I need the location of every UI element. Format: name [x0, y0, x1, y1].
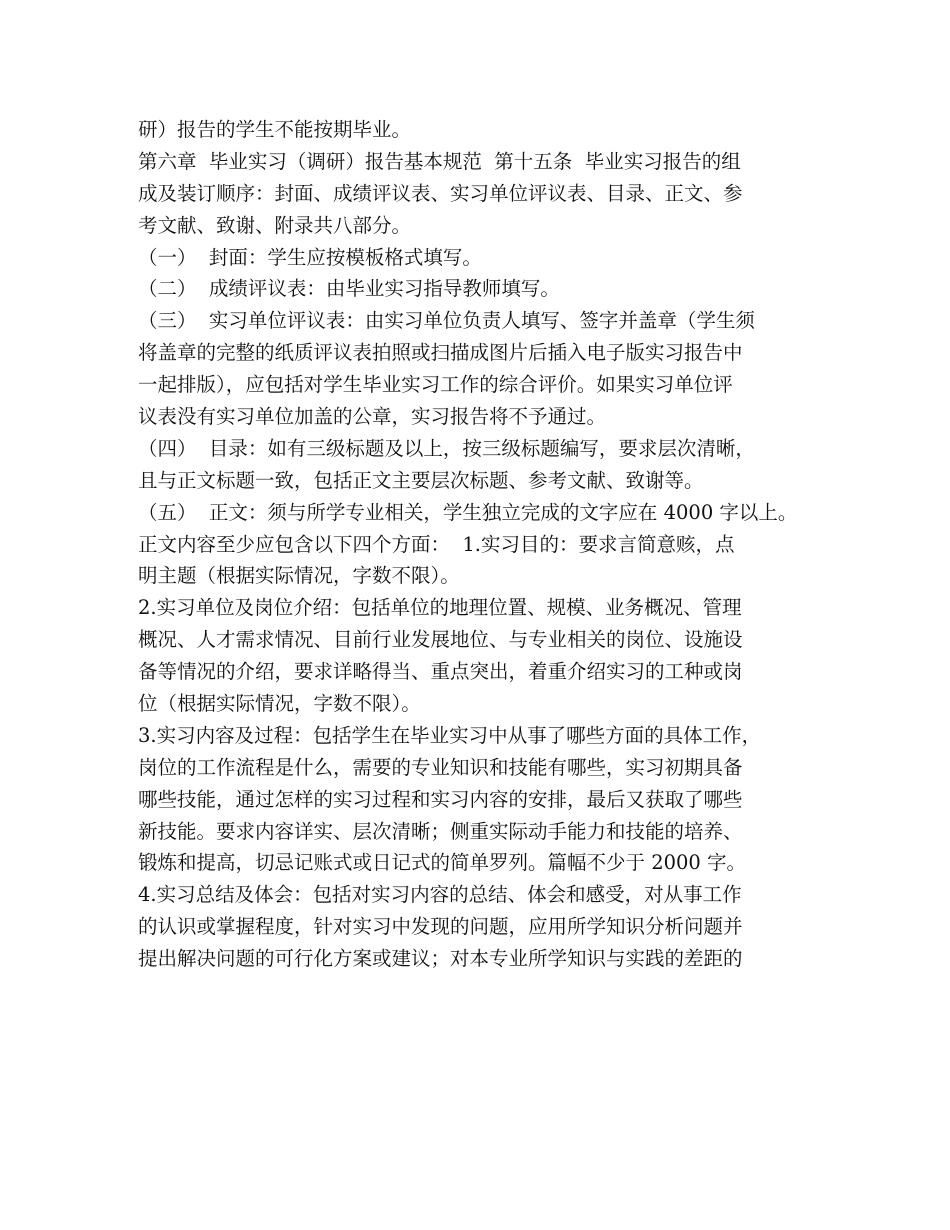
text-line: 岗位的工作流程是什么，需要的专业知识和技能有哪些，实习初期具备: [138, 755, 743, 779]
document-body: [138, 114, 828, 975]
text-line: 哪些技能，通过怎样的实习过程和实习内容的安排，最后又获取了哪些: [138, 787, 743, 811]
text-line: （二） 成绩评议表：由毕业实习指导教师填写。: [138, 277, 560, 301]
text-line: 新技能。要求内容详实、层次清晰；侧重实际动手能力和技能的培养、: [138, 819, 743, 843]
text-line: 一起排版），应包括对学生毕业实习工作的综合评价。如果实习单位评: [138, 373, 733, 397]
text-line: 成及装订顺序：封面、成绩评议表、实习单位评议表、目录、正文、参: [138, 181, 743, 205]
text-line: （一） 封面：学生应按模板格式填写。: [138, 245, 482, 269]
text-line: 且与正文标题一致，包括正文主要层次标题、参考文献、致谢等。: [138, 468, 704, 492]
text-line: 议表没有实习单位加盖的公章，实习报告将不予通过。: [138, 405, 607, 429]
text-line: 研）报告的学生不能按期毕业。: [138, 118, 412, 141]
text-line: 考文献、致谢、附录共八部分。: [138, 213, 412, 237]
text-line: 第六章 毕业实习（调研）报告基本规范 第十五条 毕业实习报告的组: [138, 149, 741, 173]
text-line: 的认识或掌握程度，针对实习中发现的问题，应用所学知识分析问题并: [138, 915, 743, 939]
text-line: 4.实习总结及体会：包括对实习内容的总结、体会和感受，对从事工作: [138, 883, 742, 907]
text-line: （四） 目录：如有三级标题及以上，按三级标题编写，要求层次清晰，: [138, 436, 755, 460]
text-line: 提出解决问题的可行化方案或建议；对本专业所学知识与实践的差距的: [138, 947, 743, 971]
text-line: 3.实习内容及过程：包括学生在毕业实习中从事了哪些方面的具体工作，: [138, 723, 762, 747]
text-line: 2.实习单位及岗位介绍：包括单位的地理位置、规模、业务概况、管理: [138, 596, 742, 620]
text-line: 备等情况的介绍，要求详略得当、重点突出，着重介绍实习的工种或岗: [138, 660, 743, 684]
text-line: 位（根据实际情况，字数不限）。: [138, 692, 421, 716]
text-line: 锻炼和提高，切忌记账式或日记式的简单罗列。篇幅不少于 2000 字。: [138, 851, 747, 875]
text-line: 概况、人才需求情况、目前行业发展地位、与专业相关的岗位、设施设: [138, 628, 743, 652]
text-line: 将盖章的完整的纸质评议表拍照或扫描成图片后插入电子版实习报告中: [138, 341, 743, 365]
text-line: （五） 正文：须与所学专业相关，学生独立完成的文字应在 4000 字以上。: [138, 500, 798, 524]
text-line: （三） 实习单位评议表：由实习单位负责人填写、签字并盖章（学生须: [138, 309, 755, 333]
text-line: 正文内容至少应包含以下四个方面： 1.实习目的：要求言简意赅，点: [138, 532, 735, 556]
text-line: 明主题（根据实际情况，字数不限）。: [138, 564, 460, 588]
